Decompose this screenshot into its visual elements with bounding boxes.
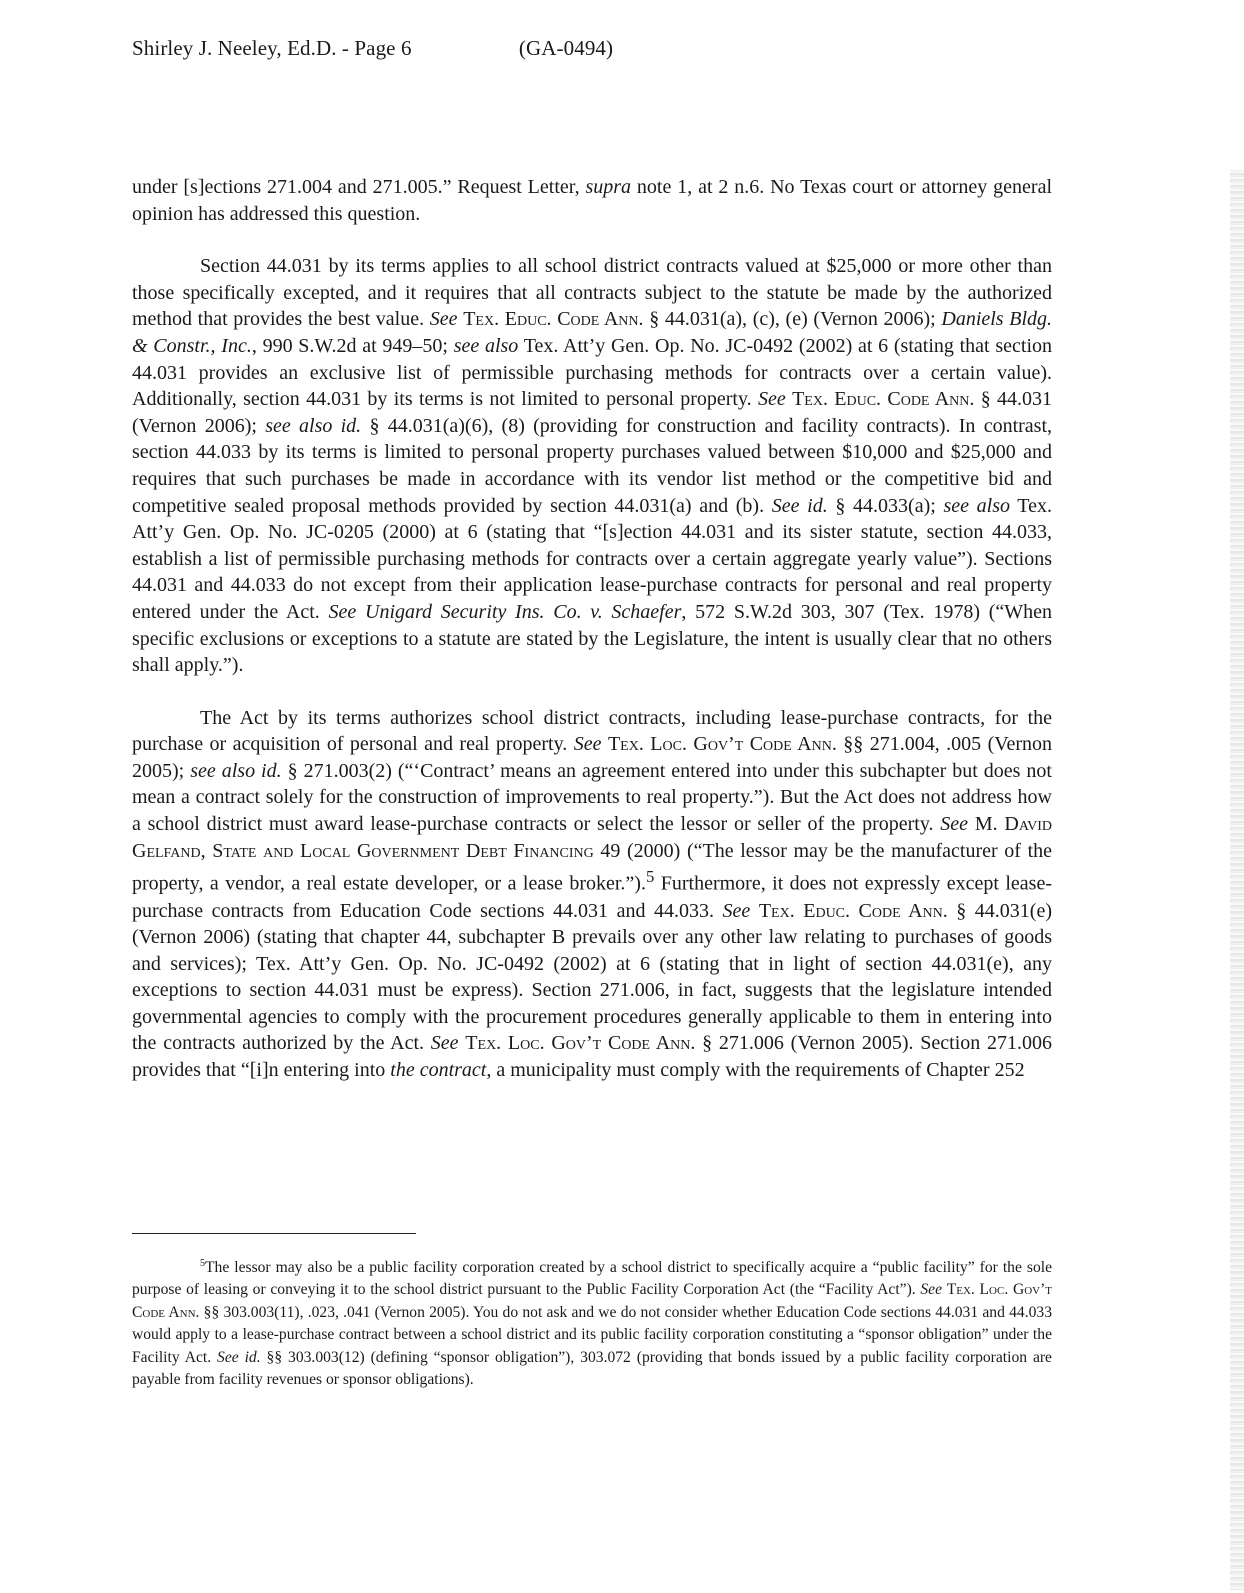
italic-citation: the contract bbox=[390, 1059, 487, 1082]
text-run: § 44.031(e) (Vernon 2006) (stating that chapter 44, subchapter B prevails over any other law relating to purchases of goods and services); Tex. Att’y Gen. Op. No. JC-0492 (2002) at 6 (stating that in light of section 44.031(e), any exceptions to section 44.031 must be express). Section 271.006, in fact, suggests that the legislature intended governmental agencies to comply with the procurement procedures generally applicable to them in entering into the contracts authorized by the Act. bbox=[132, 899, 1053, 1055]
text-run: §§ 271.004, .005 (Vernon 2005); bbox=[132, 733, 1053, 782]
small-caps-citation: Tex. Loc. Gov’t Code Ann. bbox=[607, 733, 837, 756]
footnote-5 bbox=[132, 1257, 1052, 1391]
text-run bbox=[968, 813, 975, 835]
footnote-text bbox=[132, 1257, 1052, 1391]
text-run: The lessor may also be a public facility corporation created by a school district to specifically acquire a “public facility” for the sole purpose of leasing or conveying it to the school district pursuant to the Public Facility Corporation Act (the “Facility Act”). bbox=[132, 1259, 1052, 1299]
italic-citation: See bbox=[722, 899, 751, 922]
footnote-marker: 5 bbox=[200, 1257, 205, 1269]
italic-citation: See bbox=[920, 1281, 943, 1299]
paragraph bbox=[132, 174, 1052, 227]
italic-citation: Daniels Bldg. & Constr., Inc. bbox=[132, 308, 1053, 357]
text-run: § 271.003(2) (“‘Contract’ means an agreement entered into under this subchapter but does not mean a contract solely for the construction of improvements to real property.”). But the Act does not address how a school district must award lease-purchase contracts or select the lessor or seller of the property. bbox=[132, 759, 1052, 836]
body-text bbox=[132, 174, 1052, 1084]
small-caps-citation: M. David Gelfand, State and Local Government Debt Financing bbox=[132, 813, 1053, 862]
italic-citation: see also id. bbox=[190, 759, 282, 782]
text-run: § 44.031 (Vernon 2006); bbox=[132, 388, 1053, 437]
text-run: § 44.031(a)(6), (8) (providing for construction and facility contracts). In contrast, section 44.033 by its terms is limited to personal property purchases valued between $10,000 and $25,000 and requires that such purchases be made in accordance with its vendor list method or the competitive bid and competitive sealed proposal methods provided by section 44.031(a) and (b). bbox=[132, 414, 1053, 517]
page-header bbox=[132, 36, 613, 61]
text-run: § 44.033(a); bbox=[827, 494, 944, 517]
text-run: under [s]ections 271.004 and 271.005.” Request Letter, bbox=[132, 176, 586, 198]
italic-citation: supra bbox=[585, 176, 632, 198]
small-caps-citation: Tex. Educ. Code Ann. bbox=[463, 308, 644, 331]
italic-citation: See bbox=[757, 388, 786, 411]
text-run: Tex. Att’y Gen. Op. No. JC-0492 (2002) at 6 (stating that section 44.031 provides an exclusive list of permissible purchasing methods for contracts over a certain value). Additionally, section 44.031 by its terms is not limited to personal property. bbox=[132, 334, 1053, 411]
text-run: § 44.031(a), (c), (e) (Vernon 2006); bbox=[643, 308, 942, 331]
text-run: §§ 303.003(11), .023, .041 (Vernon 2005). You do not ask and we do not consider whether Education Code sections 44.031 and 44.033 would apply to a lease-purchase contract between a school district and its public facility corporation constituting a “sponsor obligation” under the Facility Act. bbox=[132, 1303, 1052, 1366]
small-caps-citation: Tex. Educ. Code Ann. bbox=[792, 388, 975, 411]
text-run bbox=[750, 900, 759, 922]
text-run: , a municipality must comply with the requirements of Chapter 252 bbox=[486, 1059, 1025, 1082]
italic-citation: see also bbox=[943, 494, 1010, 517]
text-run: note 1, at 2 n.6. No Texas court or attorney general opinion has addressed this question. bbox=[132, 176, 1053, 225]
italic-citation: See bbox=[430, 1032, 459, 1055]
scan-edge-artifact bbox=[1230, 170, 1244, 1590]
text-run: The Act by its terms authorizes school district contracts, including lease-purchase contracts, for the purchase or acquisition of personal and real property. bbox=[132, 706, 1052, 756]
italic-citation: See id. bbox=[771, 494, 828, 517]
paragraph bbox=[132, 705, 1052, 1084]
text-run: Tex. Att’y Gen. Op. No. JC-0205 (2000) at 6 (stating that “[s]ection 44.031 and its sister statute, section 44.033, establish a list of permissible purchasing methods for contracts over a certain aggregate yearly value”). Sections 44.031 and 44.033 do not except from their application lease-purchase contracts for personal and real property entered under the Act. bbox=[132, 494, 1052, 623]
text-run: , 990 S.W.2d at 949–50; bbox=[251, 334, 454, 357]
text-run: Section 44.031 by its terms applies to all school district contracts valued at $25,000 or more other than those specifically excepted, and it requires that all contracts subject to the statute be made by the authorized method that provides the best value. bbox=[132, 255, 1052, 331]
opinion-number: (GA-0494) bbox=[518, 36, 614, 60]
italic-citation: See Unigard Security Ins. Co. v. Schaefer bbox=[328, 600, 682, 623]
small-caps-citation: Tex. Loc. Gov’t Code Ann. bbox=[132, 1281, 1053, 1321]
footnote-marker: 5 bbox=[645, 867, 655, 887]
text-run: 49 (2000) (“The lessor may be the manufacturer of the property, a vendor, a real estate developer, or a lease broker.”). bbox=[132, 839, 1052, 895]
text-run: Furthermore, it does not expressly except lease-purchase contracts from Education Code sections 44.031 and 44.033. bbox=[132, 872, 1052, 922]
text-run: § 271.006 (Vernon 2005). Section 271.006 provides that “[i]n entering into bbox=[132, 1032, 1053, 1082]
small-caps-citation: Tex. Loc. Gov’t Code Ann. bbox=[465, 1032, 696, 1055]
text-run: , 572 S.W.2d 303, 307 (Tex. 1978) (“When specific exclusions or exceptions to a statute are stated by the Legislature, the intent is usually clear that no others shall apply.”). bbox=[132, 600, 1053, 677]
italic-citation: See bbox=[940, 813, 969, 836]
small-caps-citation: Tex. Educ. Code Ann. bbox=[758, 899, 948, 922]
italic-citation: See bbox=[573, 733, 602, 756]
paragraph bbox=[132, 253, 1052, 679]
header-name-page: Shirley J. Neeley, Ed.D. - Page 6 bbox=[132, 36, 412, 60]
italic-citation: See bbox=[429, 308, 458, 331]
italic-citation: see also id. bbox=[265, 414, 362, 437]
footnote-divider bbox=[132, 1233, 416, 1234]
text-run: §§ 303.003(12) (defining “sponsor obligation”), 303.072 (providing that bonds issued by a public facility corporation are payable from facility revenues or sponsor obligations). bbox=[132, 1348, 1052, 1389]
italic-citation: see also bbox=[453, 334, 519, 357]
italic-citation: See id. bbox=[217, 1348, 261, 1366]
